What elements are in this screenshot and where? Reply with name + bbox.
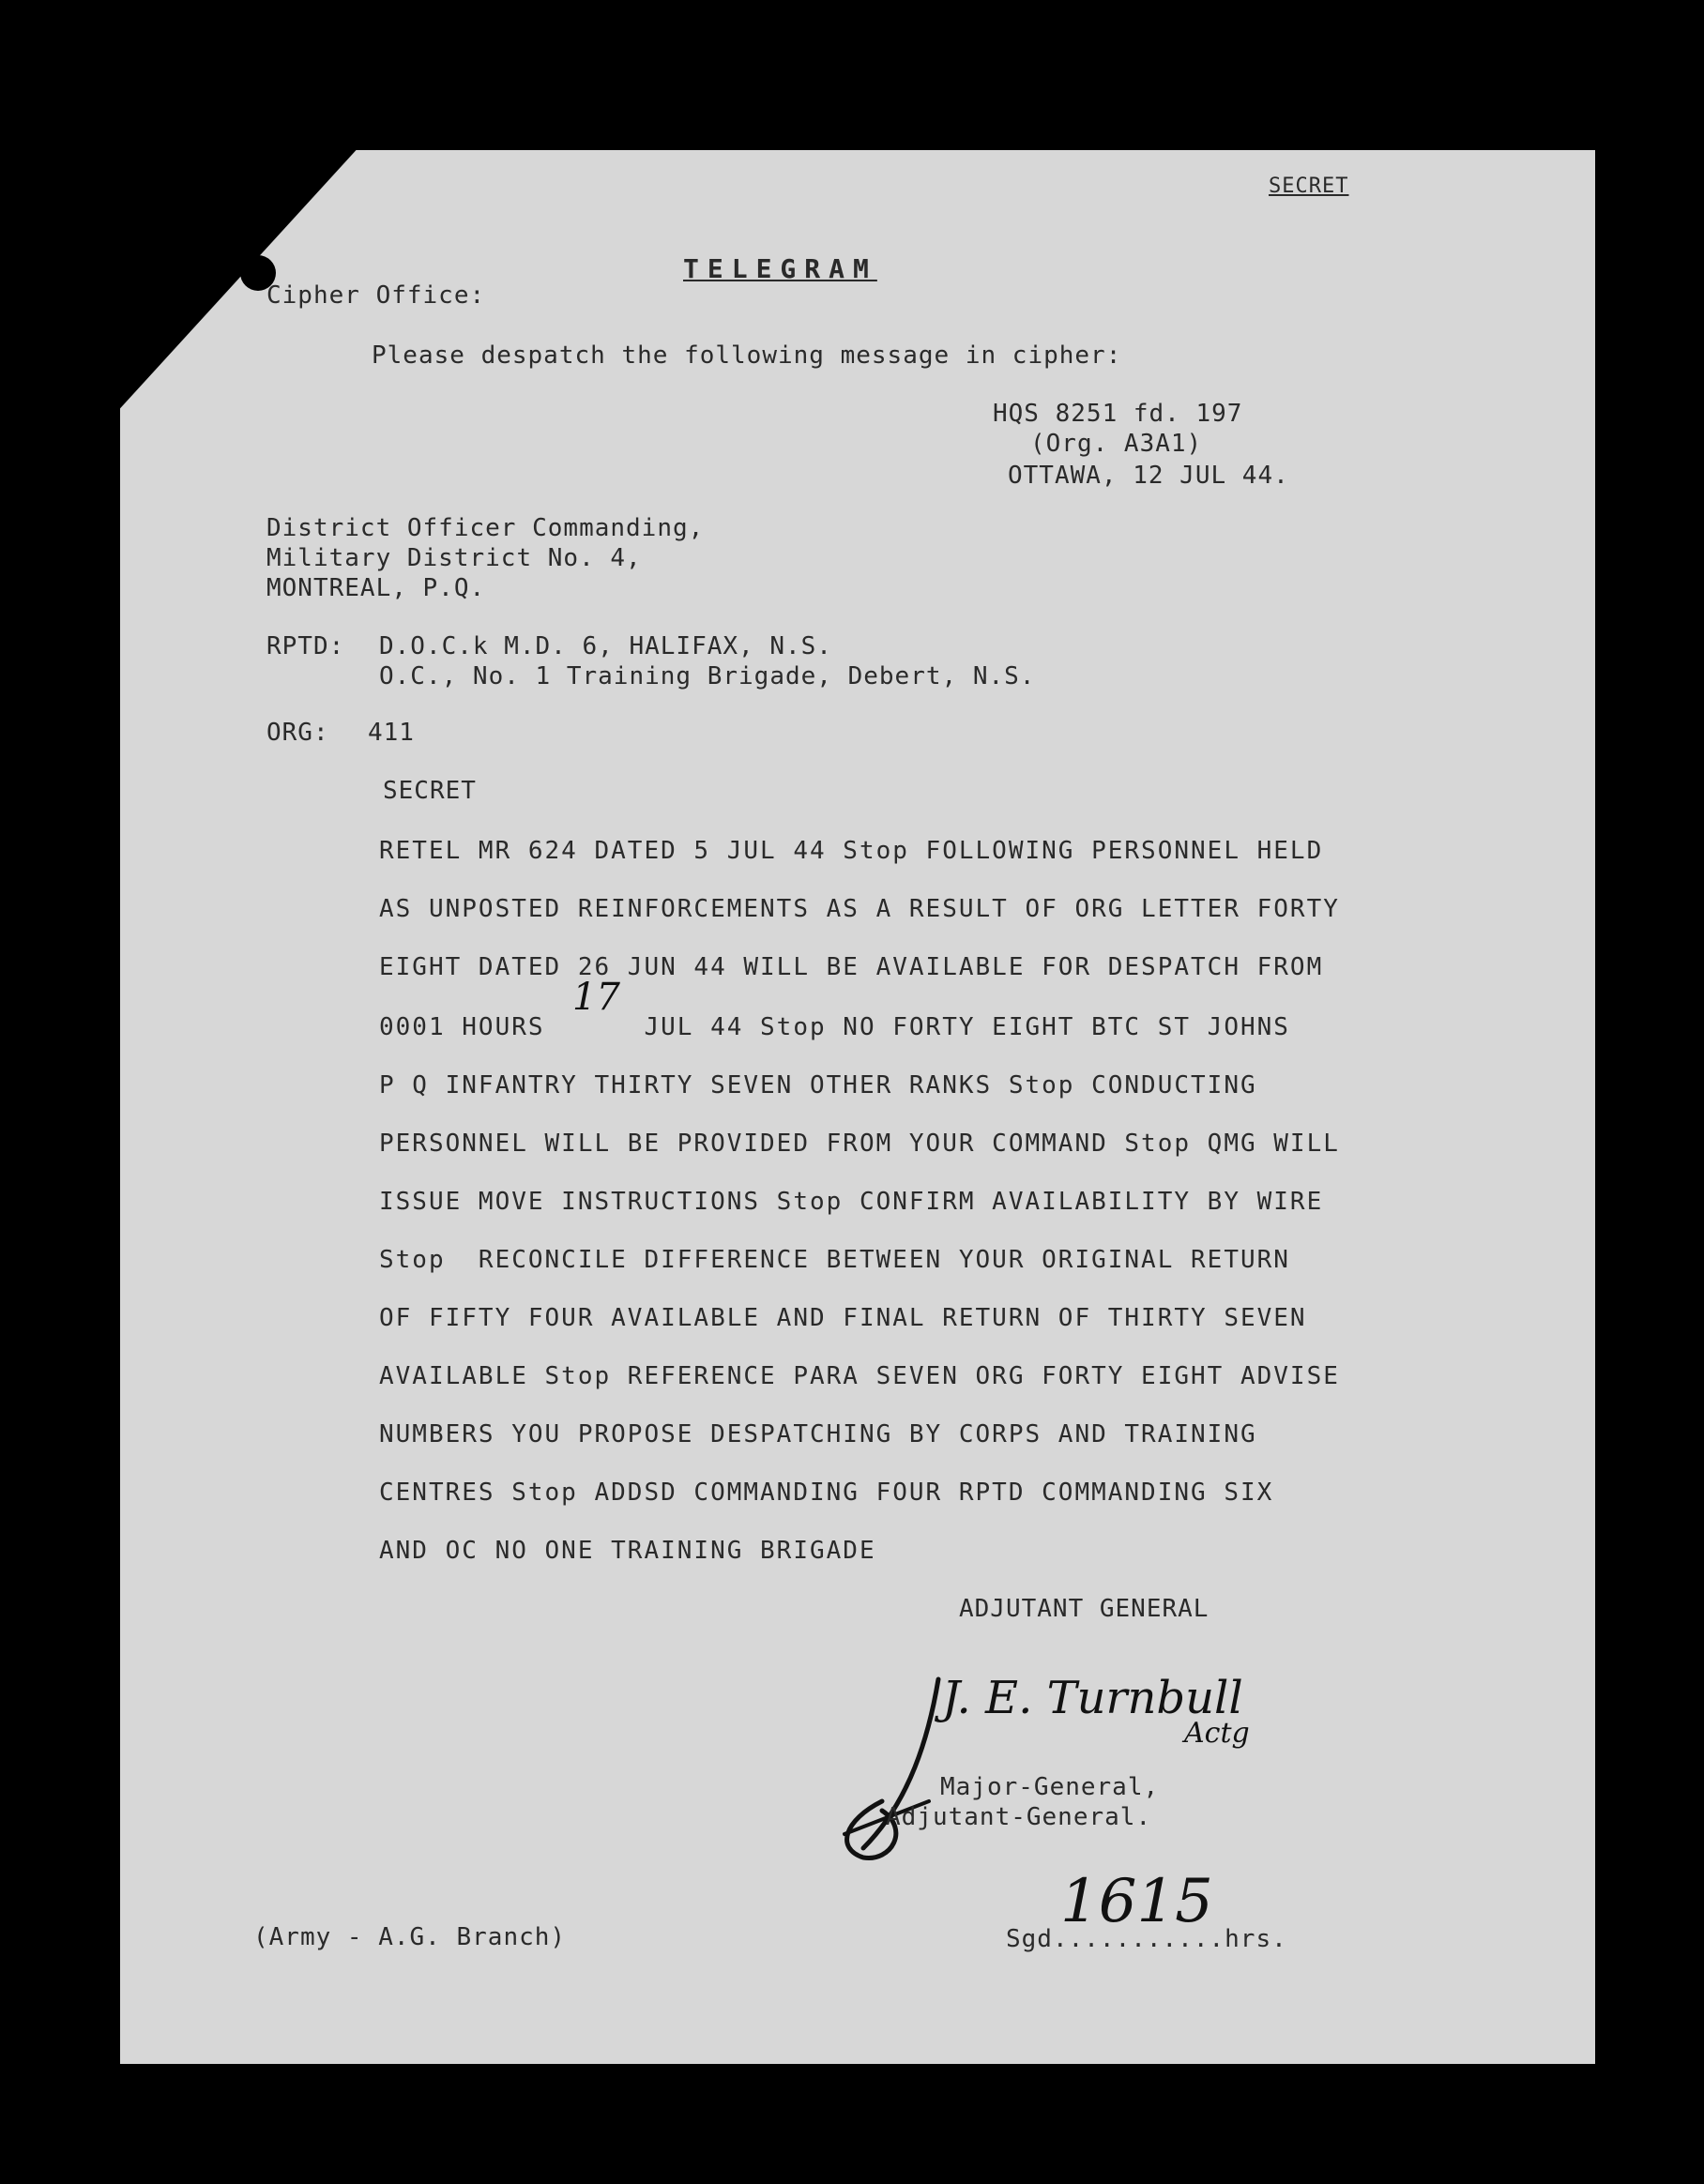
rptd-line-2: O.C., No. 1 Training Brigade, Debert, N.S. bbox=[379, 662, 1036, 690]
instruction: Please despatch the following message in cipher: bbox=[372, 341, 1122, 370]
signature-name: J. E. Turnbull bbox=[942, 1672, 1243, 1724]
signatory-title: Adjutant-General. bbox=[886, 1803, 1152, 1831]
org-label: ORG: bbox=[266, 719, 329, 747]
recipient-line-1: District Officer Commanding, bbox=[266, 514, 705, 542]
message-line: CENTRES Stop ADDSD COMMANDING FOUR RPTD COMMANDING SIX bbox=[379, 1479, 1274, 1507]
reference-date: OTTAWA, 12 JUL 44. bbox=[1008, 462, 1289, 490]
message-line: EIGHT DATED 26 JUN 44 WILL BE AVAILABLE FOR DESPATCH FROM bbox=[379, 953, 1324, 981]
message-line: 0001 HOURS JUL 44 Stop NO FORTY EIGHT BTC ST JOHNS bbox=[379, 1013, 1290, 1041]
message-line: AVAILABLE Stop REFERENCE PARA SEVEN ORG FORTY EIGHT ADVISE bbox=[379, 1362, 1340, 1390]
message-line: PERSONNEL WILL BE PROVIDED FROM YOUR COMMAND Stop QMG WILL bbox=[379, 1130, 1340, 1158]
recipient-line-2: Military District No. 4, bbox=[266, 544, 642, 572]
message-line: P Q INFANTRY THIRTY SEVEN OTHER RANKS Stop CONDUCTING bbox=[379, 1071, 1257, 1100]
message-classification: SECRET bbox=[383, 777, 477, 805]
signature-note: Actg bbox=[1184, 1717, 1250, 1750]
message-line: NUMBERS YOU PROPOSE DESPATCHING BY CORPS AND TRAINING bbox=[379, 1420, 1257, 1448]
message-line: AND OC NO ONE TRAINING BRIGADE bbox=[379, 1537, 876, 1565]
reference-org: (Org. A3A1) bbox=[1030, 430, 1203, 458]
footer-branch: (Army - A.G. Branch) bbox=[253, 1923, 567, 1951]
message-line: RETEL MR 624 DATED 5 JUL 44 Stop FOLLOWING PERSONNEL HELD bbox=[379, 837, 1324, 865]
footer-sgd: Sgd...........hrs. bbox=[1006, 1925, 1287, 1953]
sender: ADJUTANT GENERAL bbox=[959, 1595, 1210, 1623]
signatory-rank: Major-General, bbox=[940, 1773, 1160, 1801]
org-value: 411 bbox=[368, 719, 415, 747]
classification-stamp: SECRET bbox=[1269, 174, 1349, 198]
document-title: TELEGRAM bbox=[683, 253, 877, 284]
reference-number: HQS 8251 fd. 197 bbox=[993, 400, 1243, 428]
message-line: Stop RECONCILE DIFFERENCE BETWEEN YOUR ORIGINAL RETURN bbox=[379, 1246, 1290, 1274]
message-line: OF FIFTY FOUR AVAILABLE AND FINAL RETURN OF THIRTY SEVEN bbox=[379, 1304, 1307, 1332]
addressee: Cipher Office: bbox=[266, 281, 486, 310]
footer-time-handwritten: 1615 bbox=[1060, 1867, 1213, 1936]
recipient-line-3: MONTREAL, P.Q. bbox=[266, 574, 486, 602]
handwritten-date: 17 bbox=[572, 976, 620, 1019]
rptd-line-1: D.O.C.k M.D. 6, HALIFAX, N.S. bbox=[379, 632, 832, 660]
message-line: ISSUE MOVE INSTRUCTIONS Stop CONFIRM AVAILABILITY BY WIRE bbox=[379, 1188, 1324, 1216]
message-line: AS UNPOSTED REINFORCEMENTS AS A RESULT OF ORG LETTER FORTY bbox=[379, 895, 1340, 923]
rptd-label: RPTD: bbox=[266, 632, 345, 660]
